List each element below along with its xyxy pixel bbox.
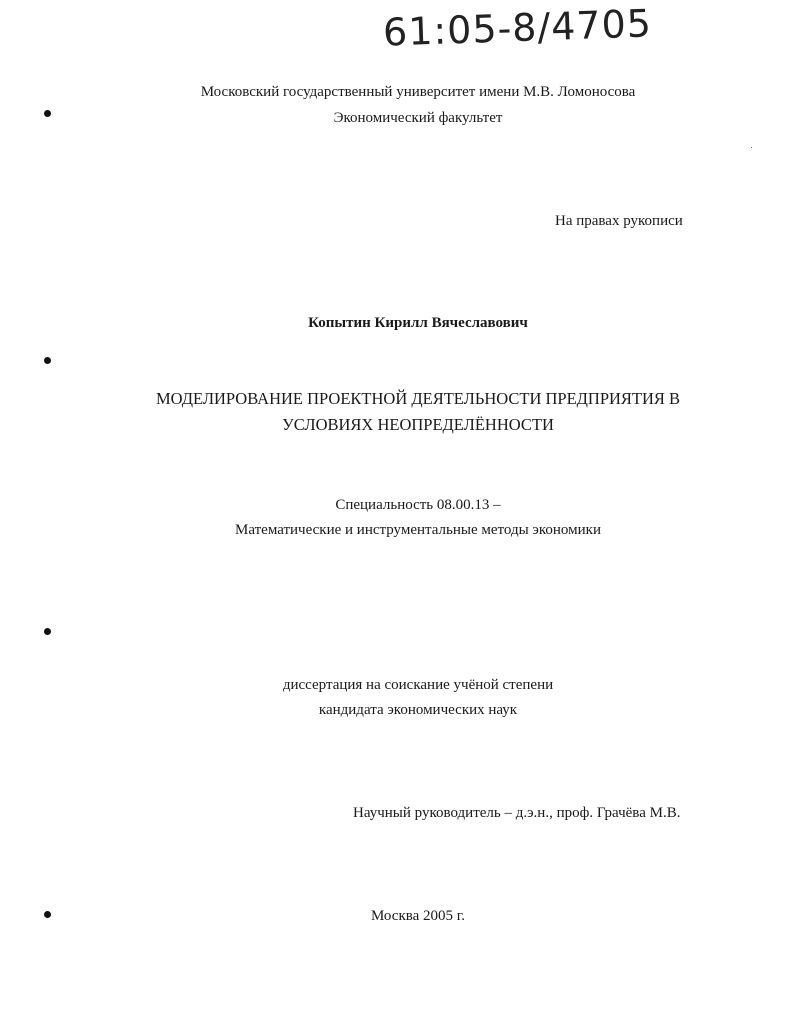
specialty-code: Специальность 08.00.13 – (335, 497, 501, 513)
specialty-name: Математические и инструментальные методы экономики (235, 522, 601, 538)
handwritten-archive-code: 61:05-8/4705 (382, 1, 653, 55)
university-name: Московский государственный университет имени М.В. Ломоносова (200, 84, 636, 100)
binding-hole-mark-2 (44, 357, 51, 364)
scan-speck (751, 147, 752, 148)
place-and-year: Москва 2005 г. (370, 908, 466, 924)
binding-hole-mark-4 (44, 911, 51, 918)
binding-hole-mark-3 (44, 628, 51, 635)
degree-line-1: диссертация на соискание учёной степени (282, 677, 554, 693)
scientific-advisor: Научный руководитель – д.э.н., проф. Грачёва М.В. (353, 805, 681, 821)
degree-line-2: кандидата экономических наук (318, 702, 518, 718)
dissertation-title-line-1: МОДЕЛИРОВАНИЕ ПРОЕКТНОЙ ДЕЯТЕЛЬНОСТИ ПРЕДПРИЯТИЯ В (155, 389, 681, 408)
dissertation-title-line-2: УСЛОВИЯХ НЕОПРЕДЕЛЁННОСТИ (282, 415, 554, 434)
faculty-name: Экономический факультет (333, 110, 503, 126)
binding-hole-mark-1 (44, 110, 51, 117)
author-name: Копытин Кирилл Вячеславович (308, 315, 528, 331)
rights-note: На правах рукописи (555, 213, 683, 229)
